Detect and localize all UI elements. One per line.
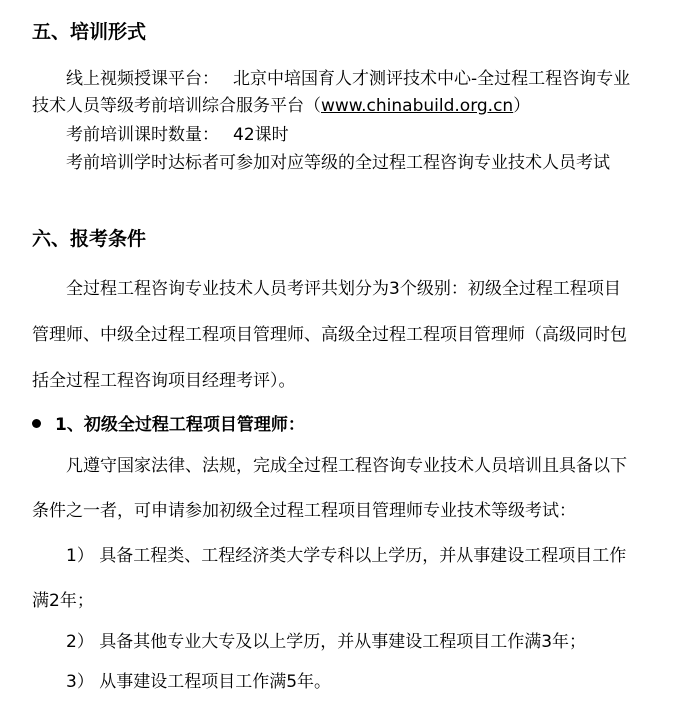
condition-1-line-2: 满2年； <box>32 591 94 611</box>
platform-name-cont: 技术人员等级考前培训综合服务平台（ <box>32 96 321 116</box>
hours-label: 考前培训课时数量： <box>66 125 219 145</box>
level-1-desc-line-2: 条件之一者，可申请参加初级全过程工程项目管理师专业技术等级考试： <box>32 501 576 521</box>
section-5-title: 五、培训形式 <box>32 21 147 43</box>
condition-1-line-1: 1） 具备工程类、工程经济类大学专科以上学历，并从事建设工程项目工作 <box>66 546 627 566</box>
level-1-title: 1、初级全过程工程项目管理师： <box>55 415 305 435</box>
platform-line-cont <box>32 94 675 118</box>
hours-value: 42课时 <box>233 125 289 145</box>
platform-label: 线上视频授课平台： <box>66 69 219 89</box>
eligibility-note: 考前培训学时达标者可参加对应等级的全过程工程咨询专业技术人员考试 <box>66 153 610 173</box>
intro-line-2: 管理师、中级全过程工程项目管理师、高级全过程工程项目管理师（高级同时包 <box>32 325 627 345</box>
platform-line <box>66 67 675 91</box>
section-6-title: 六、报考条件 <box>32 228 147 250</box>
condition-3: 3） 从事建设工程项目工作满5年。 <box>66 672 332 692</box>
condition-2: 2） 具备其他专业大专及以上学历，并从事建设工程项目工作满3年； <box>66 632 587 652</box>
platform-name: 北京中培国育人才测评技术中心-全过程工程咨询专业 <box>233 69 631 89</box>
hours-line <box>66 123 675 147</box>
level-1-desc-line-1: 凡遵守国家法律、法规，完成全过程工程咨询专业技术人员培训且具备以下 <box>66 456 627 476</box>
platform-close-paren: ） <box>513 96 531 116</box>
bullet-icon <box>32 419 41 428</box>
intro-line-3: 括全过程工程咨询项目经理考评）。 <box>32 371 296 391</box>
intro-line-1: 全过程工程咨询专业技术人员考评共划分为3个级别：初级全过程工程项目 <box>66 279 621 299</box>
platform-url-link[interactable]: www.chinabuild.org.cn <box>321 96 514 116</box>
level-1-heading <box>32 413 675 437</box>
